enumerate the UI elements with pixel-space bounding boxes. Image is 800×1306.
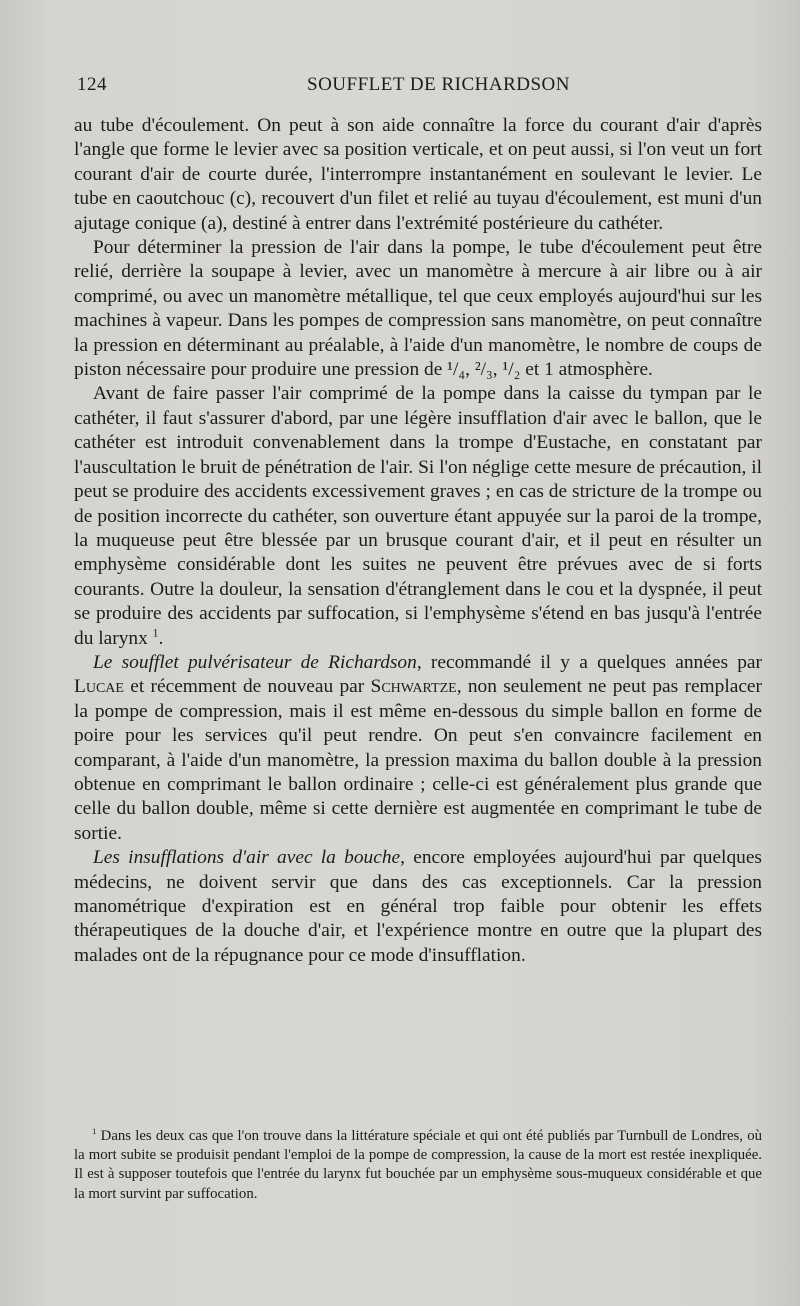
paragraph-3-text: Avant de faire passer l'air comprimé de la pompe dans la caisse du tympan par le cathéter, il faut s'assurer d'abord, par une légère insufflation d'air avec le ballon, que le cathéter est introduit convenablement dans la trompe d'Eustache, en constatant par l'auscultation le bruit de pénétration de l'air. Si l'on néglige cette mesure de précaution, il peut se produire des accidents excessivement graves ; en cas de stricture de la trompe ou de position incorrecte du cathéter, son ouverture étant appuyée sur la paroi de la trompe, la muqueuse peut être blessée par un brusque courant d'air, et il peut en résulter un emphysème considérable dont les suites ne peuvent être prévues avec de si forts courants. Outre la douleur, la sensation d'étranglement dans le cou et la dyspnée, il peut se produire des accidents par suffocation, si l'emphysème s'étend en bas jusqu'à l'entrée du larynx xyxy=(74,383,762,649)
page-header xyxy=(77,74,760,104)
footnote-paragraph xyxy=(74,1127,762,1204)
paragraph-3 xyxy=(74,382,762,650)
author-name-schwartze: Schwartze xyxy=(370,676,457,698)
paragraph-5 xyxy=(74,846,762,968)
paragraph-4-italic: Le soufflet pulvérisateur de Richardson xyxy=(93,651,417,673)
footnote xyxy=(74,1127,762,1204)
paragraph-4-text-a: , recommandé il y a quelques années par xyxy=(416,651,762,673)
footnote-text: Dans les deux cas que l'on trouve dans la littérature spéciale et qui ont été publiés par Turnbull de Londres, où la mort subite se produisit pendant l'emploi de la pompe de compression, la cause de la mort est restée inexpliquée. Il est à supposer toutefois que l'entrée du larynx fut bouchée par un emphysème sous-muqueux considérable et que la mort survint par suffocation. xyxy=(74,1128,762,1202)
author-name-lucae: Lucae xyxy=(74,676,124,698)
paragraph-4-text-c: , non seulement ne peut pas remplacer la pompe de compression, mais il est même en-dessous du simple ballon en forme de poire pour les services qu'il peut rendre. On peut s'en convaincre facilement en comparant, à l'aide d'un manomètre, la pression maxima du ballon double à la pression obtenue en comprimant le ballon ordinaire ; celle-ci est généralement plus grande que celle du ballon double, même si cette dernière est augmentée en comprimant le tube de sortie. xyxy=(74,676,762,844)
paragraph-3-end: . xyxy=(158,627,164,649)
paragraph-1: au tube d'écoulement. On peut à son aide connaître la force du courant d'air d'après l'angle que forme le levier avec sa position verticale, et on peut aussi, si l'on veut un fort courant d'air de courte durée, l'interrompre instantanément en soulevant le levier. Le tube en caoutchouc (c), recouvert d'un filet et relié au tuyau d'écoulement, est muni d'un ajutage conique (a), destiné à entrer dans l'extrémité postérieure du cathéter. xyxy=(74,115,762,234)
paragraph-4 xyxy=(74,651,762,846)
paragraph-4-text-b: et récemment de nouveau par xyxy=(123,676,371,698)
running-title: SOUFFLET DE RICHARDSON xyxy=(307,74,570,95)
page-number: 124 xyxy=(77,74,107,95)
footnote-reference: 1 xyxy=(152,626,159,640)
body-text xyxy=(74,114,762,968)
paragraph-2: Pour déterminer la pression de l'air dans la pompe, le tube d'écoulement peut être relié, derrière la soupape à levier, avec un manomètre à mercure à air libre ou à air comprimé, ou avec un manomètre métallique, tel que ceux employés aujourd'hui sur les machines à vapeur. Dans les pompes de compression sans manomètre, on peut connaître la pression en déterminant au préalable, à l'aide d'un manomètre, le nombre de coups de piston nécessaire pour produire une pression de ¹/₄, ²/₃, ¹/₂ et 1 atmosphère. xyxy=(74,237,762,381)
footnote-marker: 1 xyxy=(92,1126,97,1137)
paragraph-5-italic: Les insufflations d'air avec la bouche xyxy=(93,847,401,869)
paragraph-5-text: , encore employées aujourd'hui par quelques médecins, ne doivent servir que dans des cas exceptionnels. Car la pression manométrique d'expiration est en général trop faible pour obtenir les effets thérapeutiques de la douche d'air, et l'expérience montre en outre que la plupart des malades ont de la répugnance pour ce mode d'insufflation. xyxy=(74,847,762,966)
